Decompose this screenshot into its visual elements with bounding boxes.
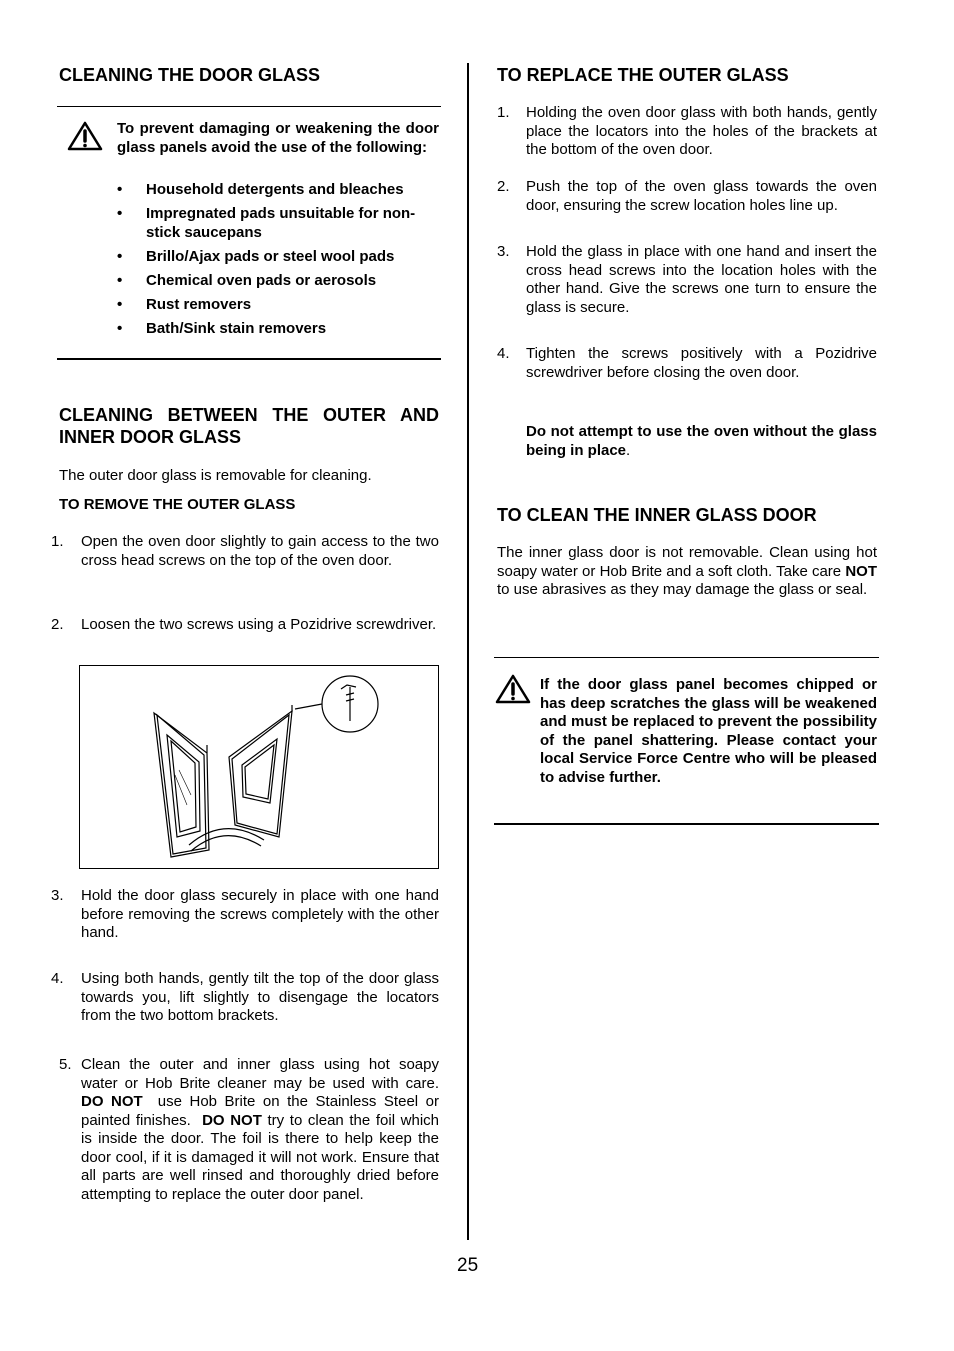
step-text: Push the top of the oven glass towards the oven door, ensuring the screw location holes line up. [526,178,877,214]
list-item: • Brillo/Ajax pads or steel wool pads [117,248,395,265]
step-text: Tighten the screws positively with a Pozidrive screwdriver before closing the oven door. [526,345,877,381]
warning-intro: To prevent damaging or weakening the door glass panels avoid the use of the following: [117,120,439,156]
step-number: 2. [51,616,64,633]
bullet-icon: • [117,205,123,222]
page-number: 25 [457,1255,479,1276]
door-glass-illustration [79,665,439,869]
caution-note: Do not attempt to use the oven without the glass being in place. [526,423,877,459]
step-number: 4. [497,345,510,362]
step-text: Clean the outer and inner glass using hot soapy water or Hob Brite cleaner may be used with care. DO NOT use Hob Brite on the Stainless Steel or painted finishes. DO NOT try to clean the foil which is inside the door. The foil is there to help keep the door cool, if it is damaged it will not work. Ensure that all parts are well rinsed and thoroughly dried before attempting to replace the outer door panel. [81,1056,439,1203]
step-number: 1. [51,533,64,550]
section-title-cleaning-door-glass: CLEANING THE DOOR GLASS [59,65,321,85]
list-item: • Impregnated pads unsuitable for non-stick saucepans [117,205,416,241]
step-number: 1. [497,104,510,121]
list-item: • Rust removers [117,296,252,313]
section-title-inner-glass: TO CLEAN THE INNER GLASS DOOR [497,505,817,525]
step-text: Loosen the two screws using a Pozidrive screwdriver. [81,616,437,633]
list-item: • Chemical oven pads or aerosols [117,272,377,289]
divider [494,657,879,658]
warning-triangle-icon [495,674,531,704]
step-text: Hold the glass in place with one hand and insert the cross head screws into the location holes with the other hand. Give the screws one turn to ensure the glass is secure. [526,243,877,316]
list-item: • Bath/Sink stain removers [117,320,327,337]
step-text: Open the oven door slightly to gain access to the two cross head screws on the top of the oven door. [81,533,439,569]
warning-triangle-icon [67,121,103,151]
section-intro: The outer door glass is removable for cleaning. [59,467,372,484]
step-text: Hold the door glass securely in place with one hand before removing the screws completely with the other hand. [81,887,439,941]
step-number: 3. [51,887,64,904]
subsection-title-remove: TO REMOVE THE OUTER GLASS [59,496,296,513]
bullet-icon: • [117,181,123,198]
section-title-replace: TO REPLACE THE OUTER GLASS [497,65,789,85]
list-item: • Household detergents and bleaches [117,181,404,198]
warning-chipped-glass: If the door glass panel becomes chipped or has deep scratches the glass will be weakened and must be replaced to prevent the possibility of the panel shattering. Please contact your local Service Force Centre who will be pleased to advise further. [540,676,877,786]
divider [57,358,441,360]
column-divider [467,63,469,1240]
step-text: Holding the oven door glass with both hands, gently place the locators into the holes of the brackets at the bottom of the oven door. [526,104,877,158]
avoid-list [117,180,439,343]
step-text: Using both hands, gently tilt the top of the door glass towards you, lift slightly to disengage the locators from the two bottom brackets. [81,970,439,1024]
bullet-icon: • [117,248,123,265]
step-number: 2. [497,178,510,195]
bullet-icon: • [117,296,123,313]
bullet-icon: • [117,272,123,289]
inner-glass-text: The inner glass door is not removable. Clean using hot soapy water or Hob Brite and a soft cloth. Take care NOT to use abrasives as they may damage the glass or seal. [497,544,878,598]
divider [57,106,441,107]
section-title-cleaning-between-glass: CLEANING BETWEEN THE OUTER AND INNER DOOR GLASS [59,405,439,447]
step-number: 3. [497,243,510,260]
step-number: 5. [59,1056,72,1073]
divider [494,823,879,825]
step-number: 4. [51,970,64,987]
bullet-icon: • [117,320,123,337]
